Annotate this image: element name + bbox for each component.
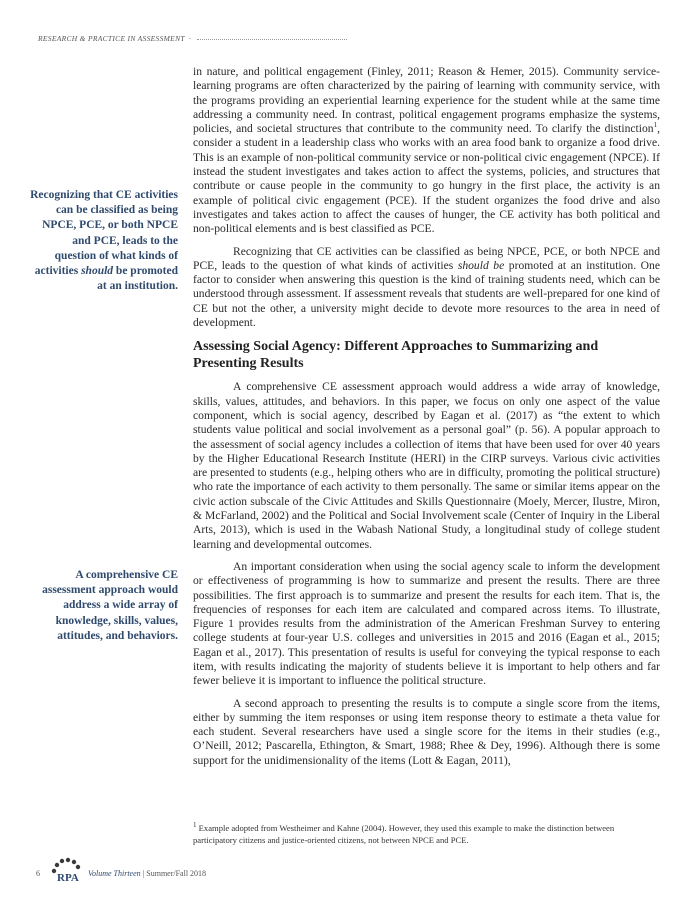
body-text — [193, 65, 660, 776]
footnote-ref[interactable]: 1 — [653, 121, 658, 130]
page-footer — [36, 857, 336, 885]
paragraph-2: Recognizing that CE activities can be classified as being NPCE, PCE, or both NPCE and PCE, leads to the question of what kinds of activities should be promoted at an institution. One factor to consider when answering this question is the kind of training students need, which can be understood through assessment. If assessment reveals that students are well-prepared for one kind of CE but not the other, a university might decide to devote more resources to the area in need of development. — [193, 244, 661, 330]
running-head: RESEARCH & PRACTICE IN ASSESSMENT · — [38, 34, 438, 46]
logo-text: RPA — [57, 872, 79, 884]
pull-quote-1: Recognizing that CE activities can be classified as being NPCE, PCE, or both NPCE and PCE, leads to the question of what kinds of activities should be promoted at an institution. — [30, 189, 178, 293]
paragraph-3: A comprehensive CE assessment approach would address a wide array of knowledge, skills, values, attitudes, and behaviors. In this paper, we focus on only one aspect of the value component, which is social agency, described by Eagan et al. (2017) as “the extent to which students value political and social involvement as a personal goal” (p. 56). A popular approach to the assessment of social agency includes a collection of items that have been used for over 40 years by the Higher Educational Research Institute (HERI) in the CIRP surveys. Various civic activities are presented to students (e.g., helping others who are in difficulty, promoting the political structure) who rate the importance of each activity to them personally. The same or similar items appear on the civic action subscale of the Civic Attitudes and Skills Questionnaire (Moely, Mercer, Ilustre, Miron, & McFarland, 2002) and the Political and Social Involvement scale (Center of Inquiry in the Liberal Arts, 2013), which is used in the Wabash National Study, a longitudinal study of college student learning and developmental outcomes. — [193, 380, 660, 551]
paragraph-5: A second approach to presenting the results is to compute a single score from the items, either by summing the item responses or using item response theory to estimate a theta value for each student. Several researchers have used a single score for the items in their studies (e.g., O’Neill, 2012; Pascarella, Ethington, & Smart, 1988; Rhee & Dey, 1996). Although there is some support for the unidimensionality of the items (Lott & Eagan, 2011), — [193, 696, 660, 767]
paragraph-1: in nature, and political engagement (Finley, 2011; Reason & Hemer, 2015). Community service-learning programs are often characterized by the pairing of learning with community service, with the programs providing an experiential learning experience for the student while at the same time addressing a community need. In contrast, political engagement programs emphasize the systems, policies, and societal structures that contribute to the community need. To clarify the distinction$^1$, consider a student in a leadership class who works with an area food bank to organize a food drive. This is an example of non-political community service or non-political civic engagement (NPCE). If instead the student investigates and takes action to affect the systems, policies, and structures that contribute or cause people in the community to go hungry in the first place, the activity is an example of political civic engagement (PCE). If the student organizes the food drive and also investigates and takes action to affect the causes of hunger, the CE activity has both political and non-political elements and is best classified as PCE. — [193, 65, 660, 236]
journal-title: RESEARCH & PRACTICE IN ASSESSMENT — [38, 34, 185, 43]
paragraph-4: An important consideration when using the social agency scale to inform the development or effectiveness of programming is how to summarize and present the results. There are three possibilities. The first approach is to summarize and present the results for each item. That is, the frequencies of responses for each item are calculated and compared across items. To illustrate, Figure 1 provides results from the administration of the American Freshman Survey to entering college students at four-year U.S. colleges and universities in 2015 and 2016 (Eagan et al., 2015; Eagan et al., 2017). This presentation of results is useful for conveying the typical response to each item, with results indicating the majority of students believe it is important to help others and far fewer believe it is important to influence the political structure. — [193, 559, 660, 688]
page-number: 6 — [36, 869, 40, 878]
running-head-rule — [197, 39, 347, 40]
issue-info: Volume Thirteen | Summer/Fall 2018 — [88, 869, 207, 878]
rpa-logo-icon — [50, 857, 84, 885]
footnote: $^1$ Example adopted from Westheimer and Kahne (2004). However, they used this example to make the distinction between participatory citizens and justice-oriented citizens, not between NPCE and PCE. — [193, 821, 615, 845]
section-heading: Assessing Social Agency: Different Approaches to Summarizing and Presenting Results — [193, 339, 599, 372]
pull-quote-2: A comprehensive CE assessment approach would address a wide array of knowledge, skills, values, attitudes, and behaviors. — [42, 569, 178, 642]
